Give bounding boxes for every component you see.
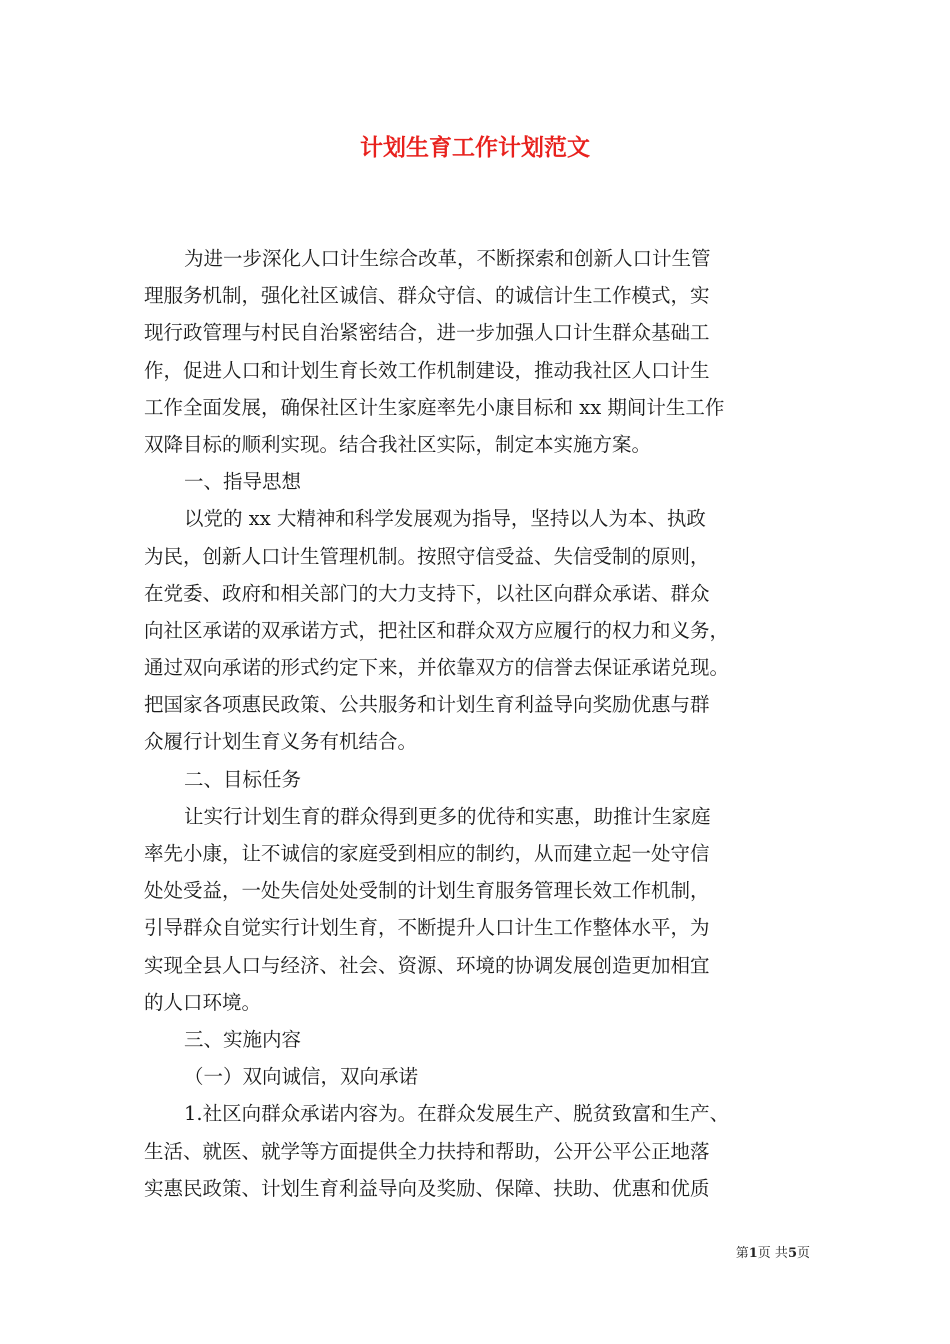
document-line: 理服务机制，强化社区诚信、群众守信、的诚信计生工作模式，实 (144, 284, 710, 308)
document-line: 在党委、政府和相关部门的大力支持下，以社区向群众承诺、群众 (144, 581, 710, 605)
document-line: 实现全县人口与经济、社会、资源、环境的协调发展创造更加相宜 (144, 953, 710, 977)
document-line: 作，促进人口和计划生育长效工作机制建设，推动我社区人口计生 (144, 358, 710, 382)
document-line: 现行政管理与村民自治紧密结合，进一步加强人口计生群众基础工 (144, 321, 710, 345)
document-line: 为进一步深化人口计生综合改革，不断探索和创新人口计生管 (184, 247, 711, 270)
document-line: 双降目标的顺利实现。结合我社区实际，制定本实施方案。 (144, 432, 652, 456)
document-line: 工作全面发展，确保社区计生家庭率先小康目标和 xx 期间计生工作 (144, 395, 725, 419)
footer-suffix: 页 (796, 1246, 810, 1261)
footer-middle: 页 共 (757, 1246, 788, 1261)
document-title: 计划生育工作计划范文 (360, 134, 590, 161)
document-line: 的人口环境。 (144, 990, 262, 1014)
footer-current-page: 1 (748, 1246, 758, 1261)
document-line: 1.社区向群众承诺内容为。在群众发展生产、脱贫致富和生产、 (184, 1102, 730, 1126)
document-line: 二、目标任务 (184, 767, 302, 791)
document-line: （一）双向诚信，双向承诺 (184, 1065, 419, 1089)
document-line: 为民，创新人口计生管理机制。按照守信受益、失信受制的原则， (144, 544, 710, 568)
document-line: 引导群众自觉实行计划生育，不断提升人口计生工作整体水平，为 (144, 916, 710, 940)
document-body (144, 240, 814, 1207)
document-line: 通过双向承诺的形式约定下来，并依靠双方的信誉去保证承诺兑现。 (144, 656, 730, 680)
footer-total-pages: 5 (787, 1246, 797, 1261)
document-line: 以党的 xx 大精神和科学发展观为指导，坚持以人为本、执政 (184, 507, 706, 531)
document-line: 率先小康，让不诚信的家庭受到相应的制约，从而建立起一处守信 (144, 842, 710, 865)
document-line: 让实行计划生育的群众得到更多的优待和实惠，助推计生家庭 (184, 804, 711, 828)
document-line: 一、指导思想 (184, 470, 302, 494)
document-line: 生活、就医、就学等方面提供全力扶持和帮助，公开公平公正地落 (144, 1139, 710, 1163)
page-footer (700, 1244, 810, 1264)
footer-prefix: 第 (735, 1246, 749, 1261)
document-line: 三、实施内容 (184, 1027, 302, 1051)
document-line: 众履行计划生育义务有机结合。 (144, 730, 418, 754)
document-line: 向社区承诺的双承诺方式，把社区和群众双方应履行的权力和义务， (144, 618, 730, 642)
document-line: 实惠民政策、计划生育利益导向及奖励、保障、扶助、优惠和优质 (144, 1176, 710, 1200)
document-line: 把国家各项惠民政策、公共服务和计划生育利益导向奖励优惠与群 (144, 693, 710, 717)
document-line: 处处受益，一处失信处处受制的计划生育服务管理长效工作机制， (144, 879, 710, 903)
